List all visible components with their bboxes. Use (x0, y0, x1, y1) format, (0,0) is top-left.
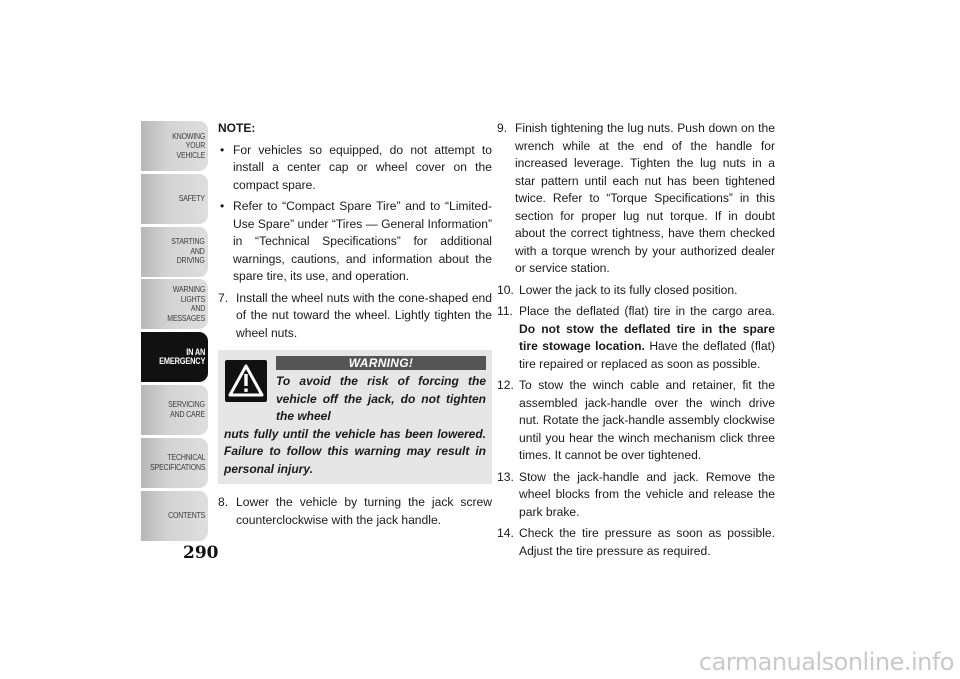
tab-label: WARNING LIGHTS AND MESSAGES (167, 284, 205, 323)
step-number: 10. (497, 282, 514, 297)
bullet-dot-icon: • (220, 199, 225, 213)
step-text-after: Have the deflated (flat) tire repaired or replaced as soon as possible. (519, 339, 775, 371)
step-text: Install the wheel nuts with the cone-shaped end of the nut toward the wheel. Lightly tighten the wheel nuts. (236, 290, 492, 340)
step-text-bold: Do not stow the deflated tire in the spare tire stowage location. (519, 321, 775, 353)
step-number: 7. (218, 290, 229, 305)
warning-text-indented: To avoid the risk of forcing the vehicle off the jack, do not tighten the wheel (276, 374, 486, 423)
step-number: 14. (497, 526, 514, 540)
tab-label: CONTENTS (167, 509, 205, 520)
step-text-before: Place the deflated (flat) tire in the cargo area. (519, 304, 775, 318)
step-number: 11. (497, 304, 513, 318)
warning-text-full: nuts fully until the vehicle has been lowered. Failure to follow this warning may result in personal injury. (224, 426, 486, 476)
step-text: Check the tire pressure as soon as possible. Adjust the tire pressure as required. (519, 526, 775, 558)
step-13 (497, 469, 775, 522)
step-7 (218, 290, 492, 343)
step-number: 9. (497, 121, 508, 135)
warning-title: WARNING! (276, 356, 486, 370)
tab-safety[interactable] (141, 174, 208, 224)
step-text: Lower the jack to its fully closed position. (519, 282, 738, 297)
warning-box (218, 350, 492, 484)
step-text: Lower the vehicle by turning the jack screw counterclockwise with the jack handle. (236, 495, 492, 527)
tab-servicing-and-care[interactable] (141, 385, 208, 435)
step-14 (497, 525, 775, 560)
step-text: To stow the winch cable and retainer, fit the assembled jack-handle over the winch drive nut. Rotate the jack-handle assembly clockwise until you hear the winch mechanism click three times. It cannot be over tightened. (519, 378, 775, 462)
step-9 (497, 120, 775, 278)
step-12 (497, 377, 775, 465)
tab-label: STARTING AND DRIVING (171, 236, 205, 266)
tab-starting-and-driving[interactable] (141, 227, 208, 277)
right-column (497, 120, 775, 564)
tab-label: SAFETY (178, 193, 205, 204)
bullet-text: For vehicles so equipped, do not attempt to install a center cap or wheel cover on the compact spare. (233, 142, 492, 192)
step-10 (497, 282, 775, 300)
watermark: carmanualsonline.info (698, 648, 954, 676)
tab-label: SERVICING AND CARE (168, 399, 205, 419)
note-bullet (218, 142, 492, 195)
step-text: Stow the jack-handle and jack. Remove the wheel blocks from the vehicle and release the park brake. (519, 469, 775, 519)
tab-knowing-your-vehicle[interactable] (141, 121, 208, 171)
page-number: 290 (183, 543, 219, 563)
step-8 (218, 494, 492, 529)
tab-in-an-emergency[interactable] (141, 332, 208, 382)
bullet-text: Refer to “Compact Spare Tire” and to “Limited-Use Spare” under “Tires — General Information” in “Technical Specifications” for additional warnings, cautions, and information about the spare tire, its use, and operation. (233, 199, 492, 283)
step-number: 12. (497, 378, 514, 392)
step-number: 8. (218, 495, 229, 509)
step-text: Finish tightening the lug nuts. Push down on the wrench while at the end of the handle for increased leverage. Tighten the lug nuts in a star pattern until each nut has been tightened twice. Refer to “Torque Specifications” in this section for proper lug nut torque. If in doubt about the correct tightness, have them checked with a torque wrench by your authorized dealer or service station. (515, 121, 775, 275)
note-bullet (218, 198, 492, 286)
chapter-tabs (141, 121, 208, 543)
tab-contents[interactable] (141, 491, 208, 541)
note-heading: NOTE: (218, 121, 256, 135)
tab-label: TECHNICAL SPECIFICATIONS (149, 452, 205, 472)
step-11 (497, 303, 775, 373)
tab-label: IN AN EMERGENCY (158, 346, 205, 367)
step-number: 13. (497, 469, 514, 484)
tab-technical-specifications[interactable] (141, 438, 208, 488)
tab-warning-lights-and-messages[interactable] (141, 279, 208, 329)
bullet-dot-icon: • (220, 142, 225, 157)
left-column (218, 120, 492, 533)
warning-triangle-icon (225, 360, 267, 402)
tab-label: KNOWING YOUR VEHICLE (172, 130, 205, 160)
